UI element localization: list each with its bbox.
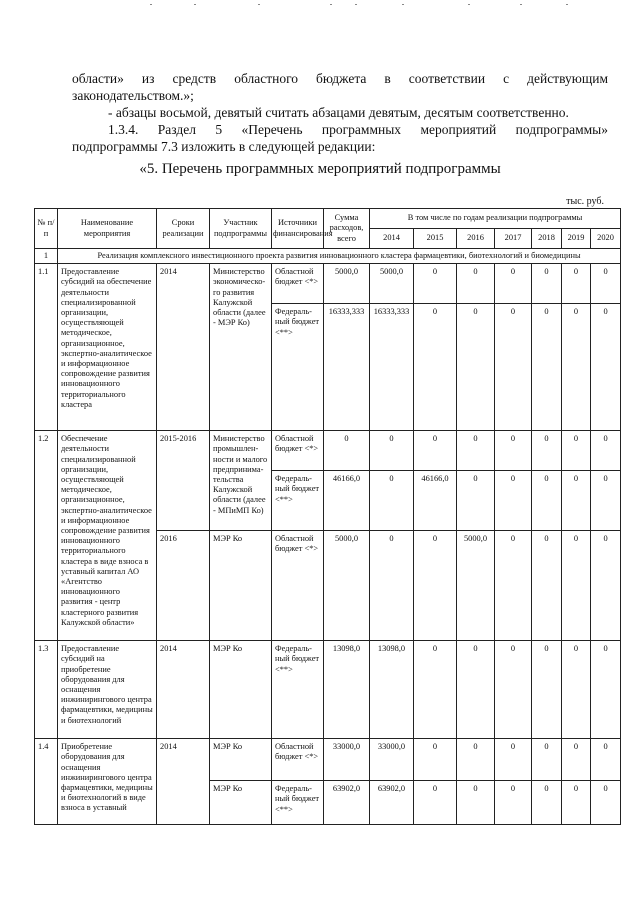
year-value: 0 (414, 641, 457, 739)
year-value: 33000,0 (370, 739, 414, 781)
measures-table (34, 208, 621, 825)
year-value: 0 (457, 781, 495, 825)
year-value: 0 (457, 471, 495, 531)
year-value: 0 (562, 531, 591, 641)
header-num: № п/п (35, 209, 58, 249)
year-value: 0 (457, 641, 495, 739)
paragraph-line: - абзацы восьмой, девятый считать абзацами девятым, десятым соответственно. (108, 105, 569, 120)
year-value: 0 (591, 641, 621, 739)
year-value: 0 (532, 641, 562, 739)
header-year: 2016 (457, 229, 495, 249)
header-name: Наименование мероприятия (58, 209, 157, 249)
header-by-year: В том числе по годам реализации подпрограммы (370, 209, 621, 229)
header-year: 2017 (495, 229, 532, 249)
row-source: Федераль-ный бюджет <**> (272, 781, 324, 825)
year-value: 0 (495, 531, 532, 641)
row-participant: МЭР Ко (210, 739, 272, 781)
section-title: Реализация комплексного инвестиционного проекта развития инновационного кластера фармацевтики, биотехнологий и биомедицины (58, 249, 621, 264)
year-value: 0 (414, 431, 457, 471)
year-value: 0 (591, 304, 621, 431)
year-value: 5000,0 (457, 531, 495, 641)
paragraph-line: законодательством.»; (72, 88, 194, 103)
table-row (35, 739, 621, 781)
year-value: 0 (414, 781, 457, 825)
units-label: тыс. руб. (566, 196, 604, 207)
section-num: 1 (35, 249, 58, 264)
row-num: 1.2 (35, 431, 58, 641)
row-name: Приобретение оборудования для оснащения инжинирингового центра фармацевтики, медицины и биотехнологий в виде взноса в уставный (58, 739, 157, 825)
row-source: Областной бюджет <*> (272, 431, 324, 471)
year-value: 0 (562, 739, 591, 781)
header-year: 2019 (562, 229, 591, 249)
year-value: 0 (370, 471, 414, 531)
header-period: Сроки реализации (157, 209, 210, 249)
year-value: 0 (414, 739, 457, 781)
year-value: 0 (414, 264, 457, 304)
year-value: 0 (495, 781, 532, 825)
year-value: 0 (495, 739, 532, 781)
year-value: 0 (457, 431, 495, 471)
year-value: 16333,333 (370, 304, 414, 431)
year-value: 13098,0 (370, 641, 414, 739)
row-name: Предоставление субсидий на обеспечение деятельности специализированной организации, осуществляющей методическое, организационное, экспертно-аналитическое и информационное сопровождение развития инновационного территориального кластера (58, 264, 157, 431)
year-value: 0 (562, 471, 591, 531)
year-value: 0 (562, 641, 591, 739)
header-year: 2020 (591, 229, 621, 249)
year-value: 0 (591, 264, 621, 304)
year-value: 0 (414, 304, 457, 431)
year-value: 0 (562, 264, 591, 304)
header-year: 2014 (370, 229, 414, 249)
row-total: 0 (324, 431, 370, 471)
row-total: 33000,0 (324, 739, 370, 781)
year-value: 0 (591, 739, 621, 781)
year-value: 0 (562, 304, 591, 431)
year-value: 0 (457, 304, 495, 431)
year-value: 0 (495, 264, 532, 304)
year-value: 0 (532, 264, 562, 304)
row-name: Обеспечение деятельности специализированной организации, осуществляющей методическое, организационное, экспертно-аналитическое и информационное сопровождение развития инновационного территориального кластера в виде взноса в уставный капитал АО «Агентство инновационного развития - центр кластерного развития Калужской области» (58, 431, 157, 641)
year-value: 0 (532, 739, 562, 781)
year-value: 0 (591, 531, 621, 641)
year-value: 0 (370, 531, 414, 641)
row-total: 63902,0 (324, 781, 370, 825)
header-source: Источники финансирования (272, 209, 324, 249)
scan-artifacts (0, 4, 640, 10)
year-value: 63902,0 (370, 781, 414, 825)
year-value: 0 (591, 781, 621, 825)
header-total: Сумма расходов, всего (324, 209, 370, 249)
row-source: Федераль-ный бюджет <**> (272, 304, 324, 431)
row-period: 2016 (157, 531, 210, 641)
row-total: 5000,0 (324, 531, 370, 641)
year-value: 0 (532, 471, 562, 531)
row-source: Областной бюджет <*> (272, 739, 324, 781)
row-total: 5000,0 (324, 264, 370, 304)
row-num: 1.4 (35, 739, 58, 825)
year-value: 5000,0 (370, 264, 414, 304)
year-value: 0 (495, 431, 532, 471)
paragraph-line: подпрограммы 7.3 изложить в следующей редакции: (72, 139, 376, 154)
year-value: 0 (457, 739, 495, 781)
row-participant: Министерство промышлен-ности и малого предпринима-тельства Калужской области (далее - МПиМП Ко) (210, 431, 272, 531)
header-participant: Участник подпрограммы (210, 209, 272, 249)
year-value: 0 (370, 431, 414, 471)
header-year: 2018 (532, 229, 562, 249)
row-participant: МЭР Ко (210, 641, 272, 739)
row-participant: Министерство экономическо-го развития Калужской области (далее - МЭР Ко) (210, 264, 272, 431)
row-period: 2014 (157, 641, 210, 739)
table-row (35, 641, 621, 739)
year-value: 0 (591, 471, 621, 531)
table-row (35, 431, 621, 471)
year-value: 46166,0 (414, 471, 457, 531)
year-value: 0 (495, 471, 532, 531)
row-participant: МЭР Ко (210, 781, 272, 825)
year-value: 0 (414, 531, 457, 641)
header-year: 2015 (414, 229, 457, 249)
row-source: Федераль-ный бюджет <**> (272, 641, 324, 739)
row-name: Предоставление субсидий на приобретение оборудования для оснащения инжинирингового центра фармацевтики, медицины и биотехнологий (58, 641, 157, 739)
paragraph-line: области» из средств областного бюджета в соответствии с действующим (72, 71, 608, 86)
paragraph-line: 1.3.4. Раздел 5 «Перечень программных мероприятий подпрограммы» (108, 122, 608, 137)
year-value: 0 (532, 781, 562, 825)
row-total: 13098,0 (324, 641, 370, 739)
year-value: 0 (532, 304, 562, 431)
row-period: 2014 (157, 264, 210, 431)
row-source: Федераль-ный бюджет <**> (272, 471, 324, 531)
row-period: 2015-2016 (157, 431, 210, 531)
row-source: Областной бюджет <*> (272, 531, 324, 641)
year-value: 0 (562, 431, 591, 471)
row-total: 46166,0 (324, 471, 370, 531)
year-value: 0 (495, 641, 532, 739)
year-value: 0 (457, 264, 495, 304)
year-value: 0 (591, 431, 621, 471)
row-period: 2014 (157, 739, 210, 825)
row-total: 16333,333 (324, 304, 370, 431)
section-heading: «5. Перечень программных мероприятий подпрограммы (139, 161, 501, 177)
row-num: 1.1 (35, 264, 58, 431)
year-value: 0 (532, 431, 562, 471)
year-value: 0 (562, 781, 591, 825)
row-num: 1.3 (35, 641, 58, 739)
row-participant: МЭР Ко (210, 531, 272, 641)
row-source: Областной бюджет <*> (272, 264, 324, 304)
year-value: 0 (495, 304, 532, 431)
year-value: 0 (532, 531, 562, 641)
table-row (35, 264, 621, 304)
